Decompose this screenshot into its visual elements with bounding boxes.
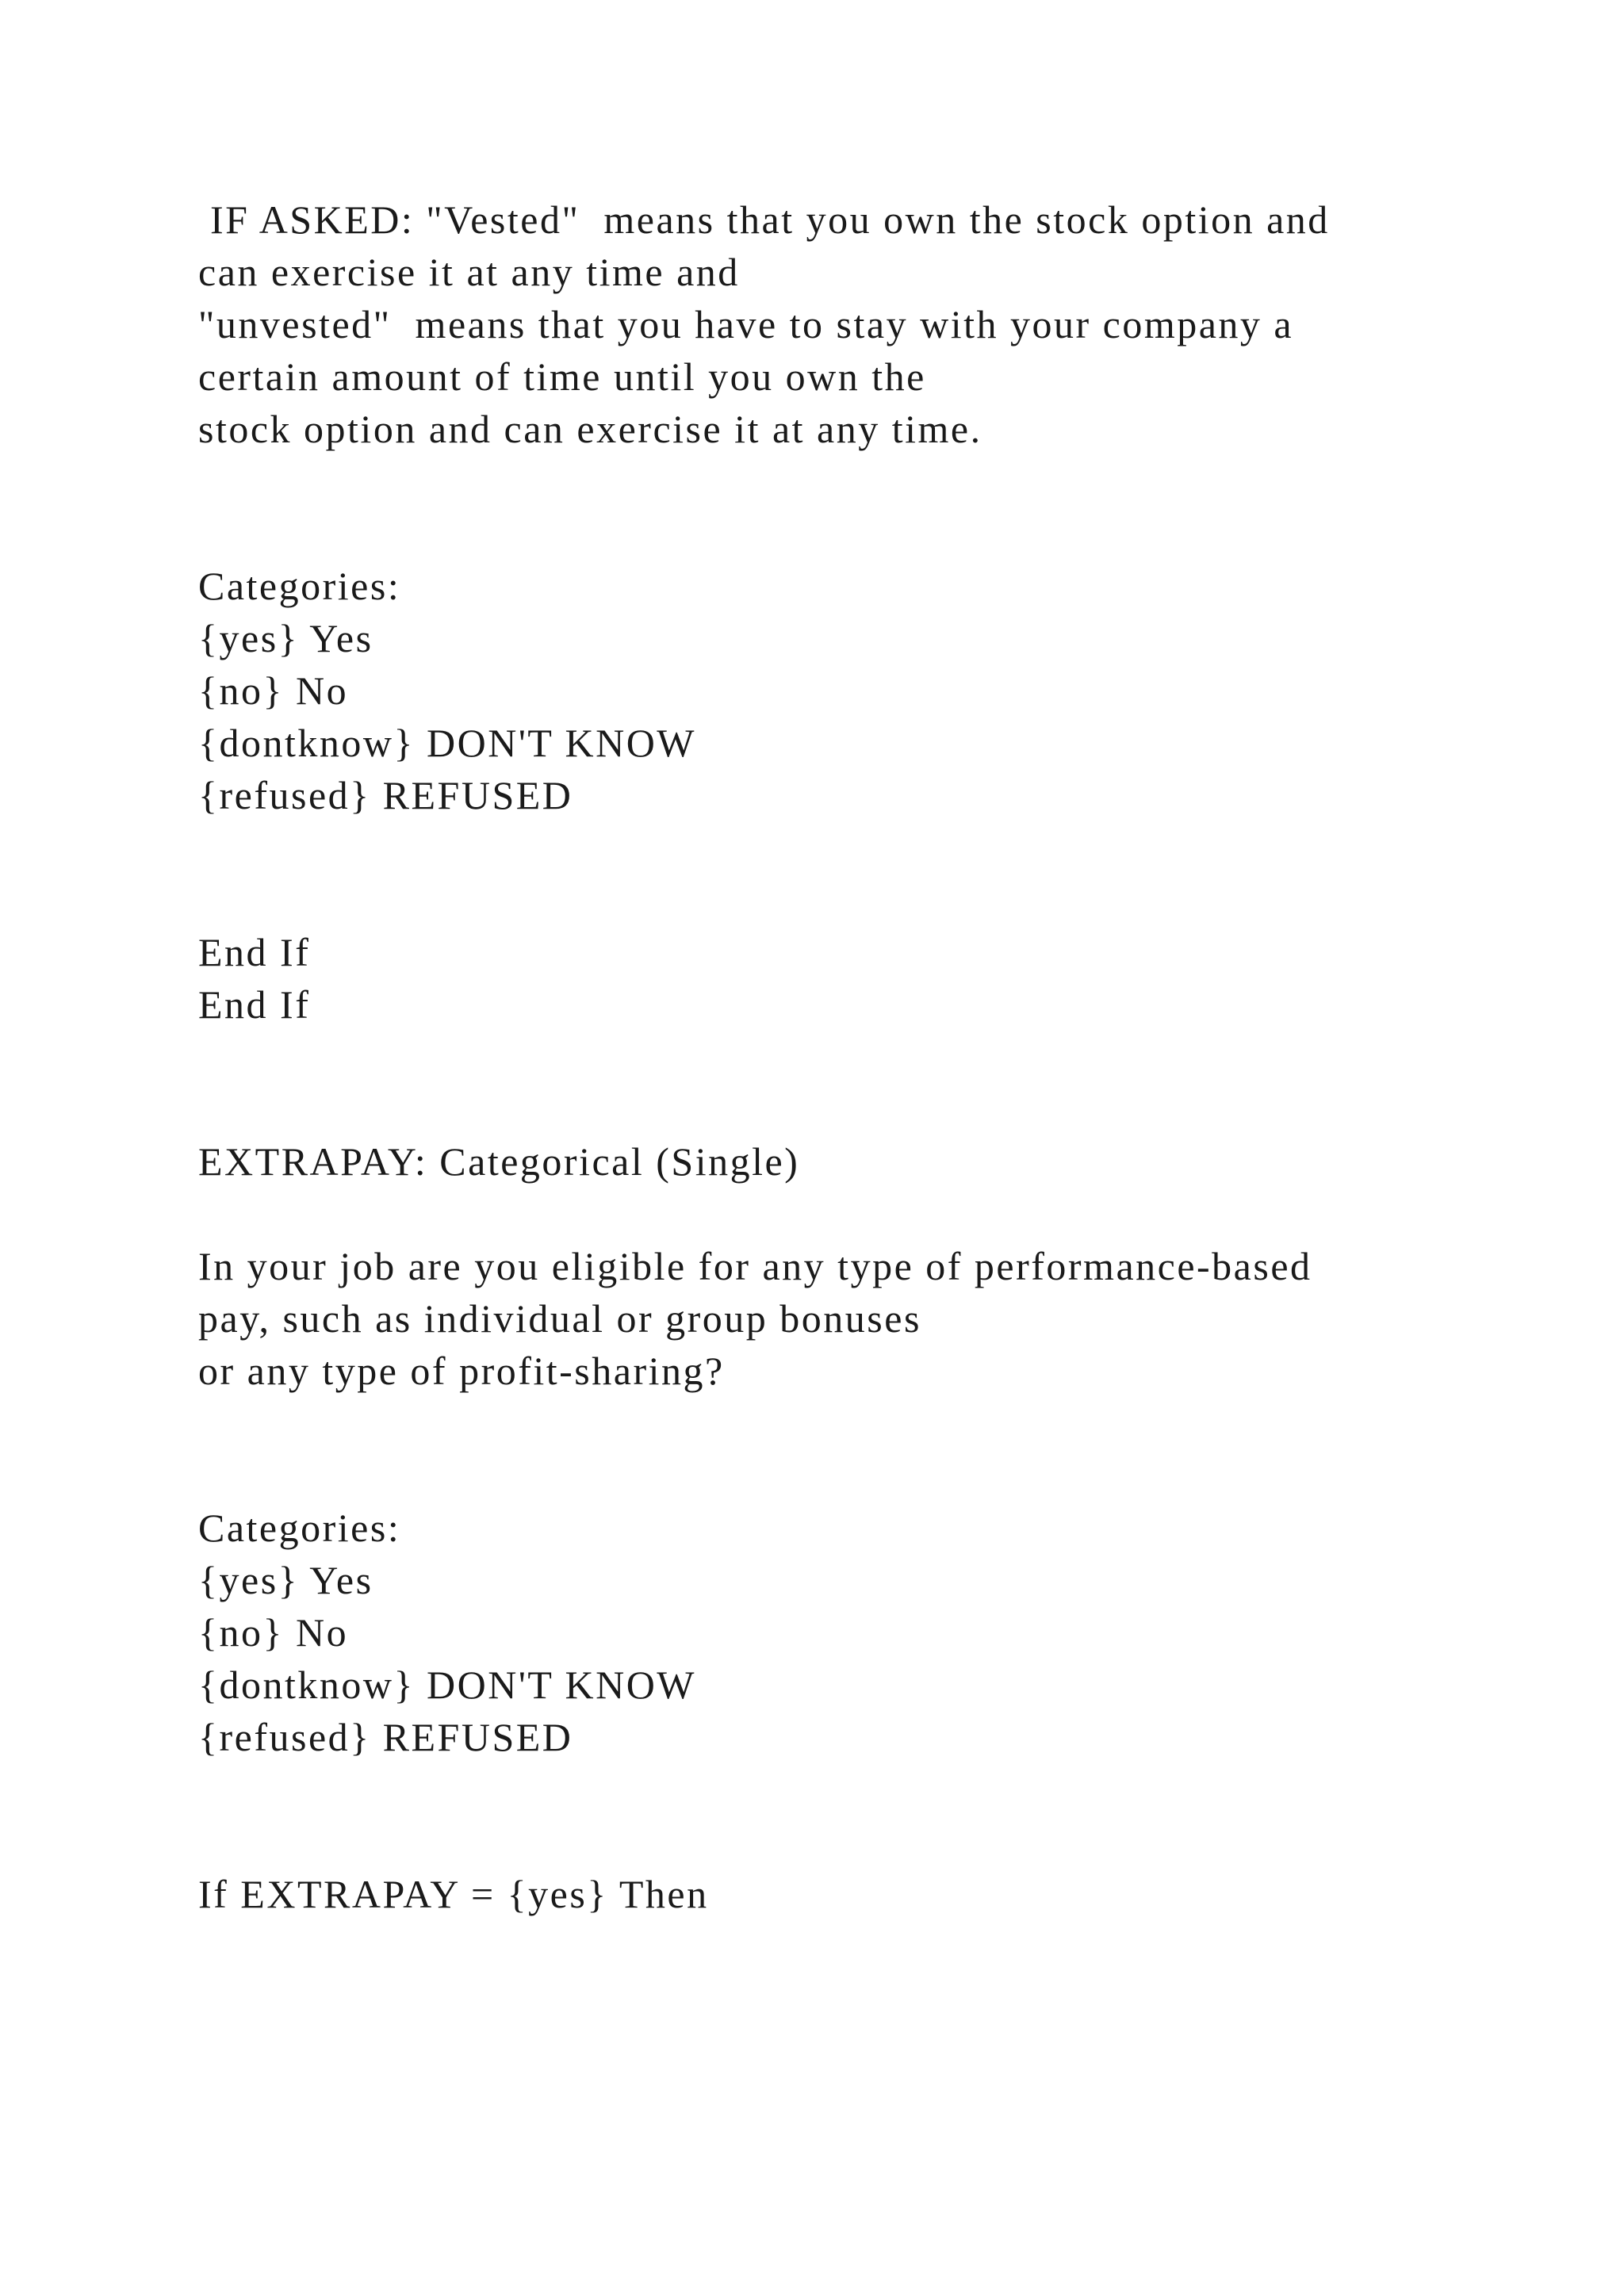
category-item: {refused} REFUSED	[198, 773, 573, 817]
spacer	[198, 1763, 1562, 1868]
spacer	[198, 821, 1562, 926]
spacer	[198, 455, 1562, 560]
text-line: can exercise it at any time and	[198, 250, 740, 294]
spacer	[198, 1397, 1562, 1502]
category-item: {dontknow} DON'T KNOW	[198, 721, 696, 765]
spacer	[198, 1188, 1562, 1240]
category-item: {dontknow} DON'T KNOW	[198, 1663, 696, 1707]
variable-header: EXTRAPAY: Categorical (Single)	[198, 1139, 800, 1184]
spacer	[198, 1031, 1562, 1135]
question-line: or any type of profit-sharing?	[198, 1349, 725, 1393]
category-item: {yes} Yes	[198, 616, 373, 660]
vested-definition	[198, 193, 1562, 455]
categories-list-1	[198, 560, 1562, 821]
category-item: {refused} REFUSED	[198, 1715, 573, 1759]
category-item: {yes} Yes	[198, 1558, 373, 1602]
condition-line: If EXTRAPAY = {yes} Then	[198, 1872, 709, 1916]
text-line: "unvested" means that you have to stay with your company a	[198, 302, 1294, 346]
document-body	[198, 193, 1562, 1920]
question-line: In your job are you eligible for any type of performance-based	[198, 1244, 1312, 1288]
question-line: pay, such as individual or group bonuses	[198, 1296, 921, 1341]
extrapay-section	[198, 1135, 1562, 1397]
text-line: IF ASKED: "Vested" means that you own the stock option and	[198, 197, 1330, 242]
condition-block	[198, 1868, 1562, 1920]
end-if-block	[198, 926, 1562, 1031]
categories-list-2	[198, 1502, 1562, 1763]
categories-heading: Categories:	[198, 564, 401, 608]
category-item: {no} No	[198, 668, 349, 713]
category-item: {no} No	[198, 1610, 349, 1655]
text-line: stock option and can exercise it at any time.	[198, 407, 982, 451]
categories-heading: Categories:	[198, 1506, 401, 1550]
text-line: certain amount of time until you own the	[198, 354, 926, 399]
end-if-line: End If	[198, 982, 311, 1027]
end-if-line: End If	[198, 930, 311, 974]
